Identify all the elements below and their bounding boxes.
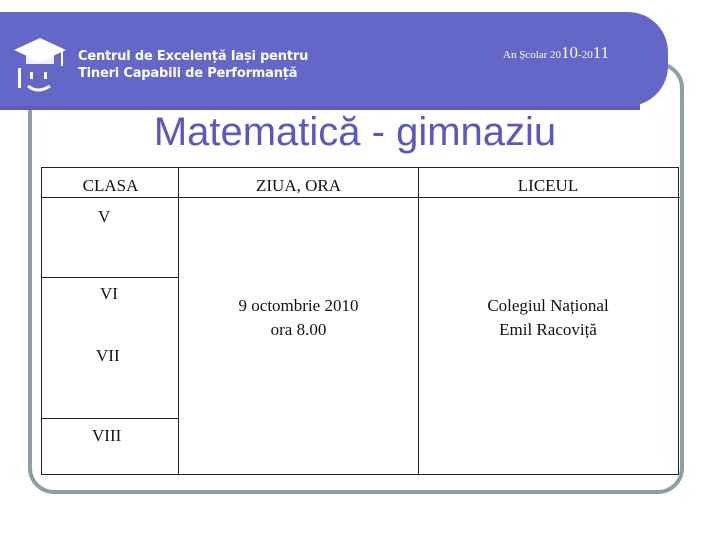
row-divider — [42, 418, 179, 419]
graduation-cap-logo-icon — [10, 32, 68, 94]
school-year — [503, 43, 609, 63]
header-banner — [0, 12, 668, 106]
org-name-line2: Tineri Capabili de Performanță — [78, 66, 298, 81]
school-year-b: 11 — [592, 43, 610, 62]
class-label: VII — [96, 346, 120, 365]
row-divider — [42, 277, 179, 278]
class-label: VI — [100, 284, 118, 303]
header-row-divider — [42, 197, 680, 198]
class-label: VIII — [92, 426, 122, 445]
organization-name — [78, 48, 308, 82]
time-line: ora 8.00 — [270, 320, 327, 339]
school-year-a: 10 — [561, 43, 579, 62]
school-line1: Colegiul Național — [487, 296, 609, 315]
school-year-prefix: An Școlar 20 — [503, 49, 562, 61]
schedule-table — [41, 167, 679, 475]
header-ziua-ora: ZIUA, ORA — [256, 176, 341, 195]
page-title: Matematică - gimnaziu — [153, 110, 557, 154]
school-year-mid: -20 — [578, 49, 593, 61]
header-clasa: CLASA — [82, 176, 139, 195]
header-liceul: LICEUL — [517, 176, 579, 195]
school-line2: Emil Racoviță — [499, 320, 597, 339]
org-name-line1: Centrul de Excelență Iași pentru — [78, 49, 309, 64]
class-label: V — [98, 207, 111, 226]
date-line1: 9 octombrie 2010 — [238, 296, 359, 315]
